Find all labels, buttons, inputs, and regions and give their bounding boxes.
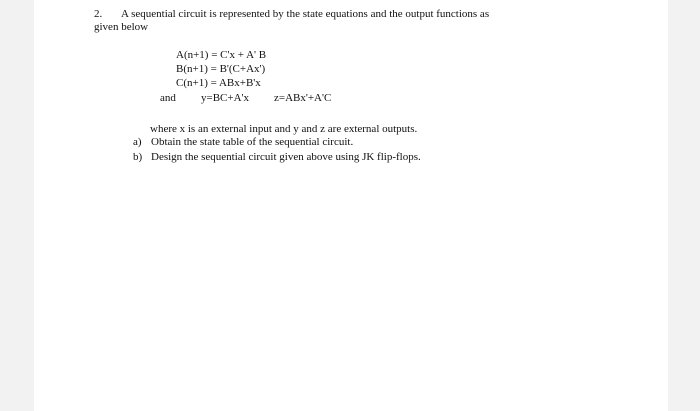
and-label: and [160,92,176,104]
question-statement-line1: A sequential circuit is represented by the state equations and the output functions as [121,8,490,20]
where-note: where x is an external input and y and z are external outputs. [150,123,418,135]
output-y-equation: y=BC+A'x [201,92,250,104]
output-z-equation: z=ABx'+A'C [274,92,332,104]
question-statement-line2: given below [94,21,149,33]
question-number: 2. [94,8,103,20]
equation-b-next: B(n+1) = B'(C+Ax') [176,63,266,75]
part-a-label: a) [133,136,142,148]
equation-a-next: A(n+1) = C'x + A' B [176,49,267,61]
part-b-label: b) [133,151,143,163]
part-a-text: Obtain the state table of the sequential circuit. [151,136,354,148]
document-page [34,0,668,411]
part-b-text: Design the sequential circuit given above using JK flip-flops. [151,151,421,163]
equation-c-next: C(n+1) = ABx+B'x [176,77,261,89]
